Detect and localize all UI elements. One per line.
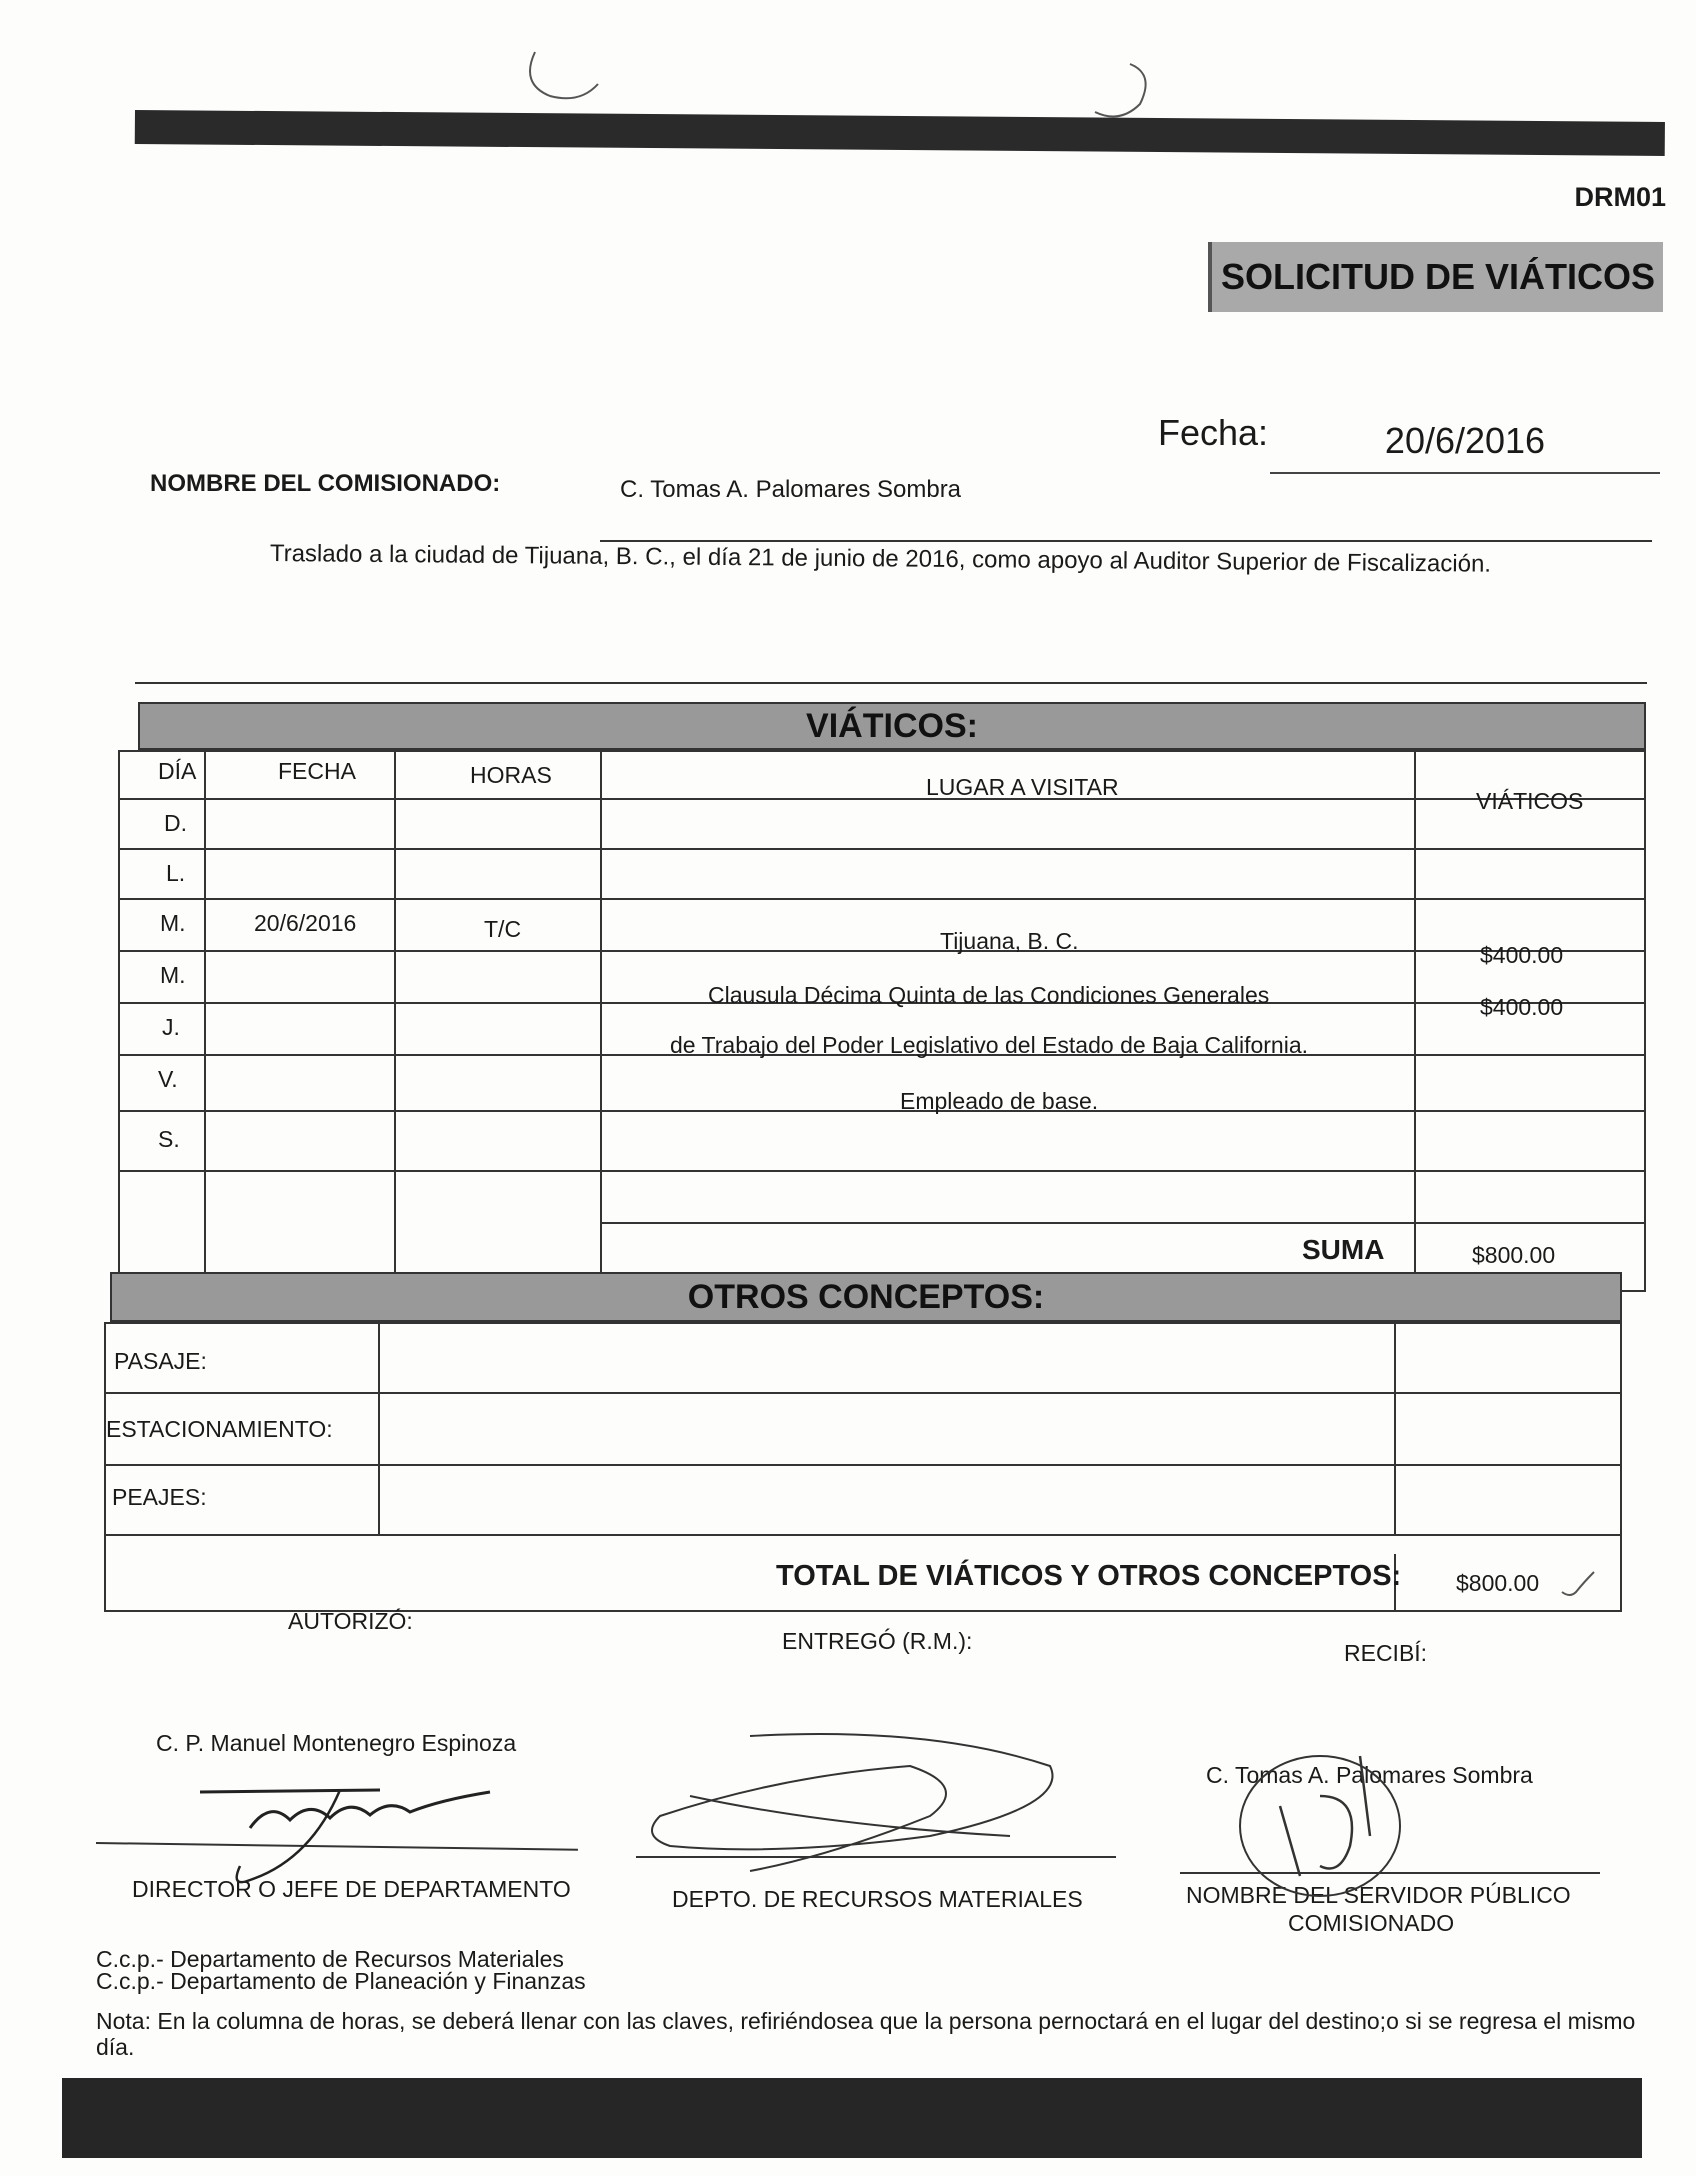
autorizo-label: AUTORIZÓ: — [288, 1608, 413, 1634]
comisionado-label: NOMBRE DEL COMISIONADO: — [150, 470, 501, 497]
comisionado-value: C. Tomas A. Palomares Sombra — [620, 476, 962, 503]
col-dia: DÍA — [158, 758, 197, 784]
row-dia: S. — [158, 1126, 180, 1152]
viaticos-header — [138, 702, 1646, 750]
ccp-item: C.c.p.- Departamento de Planeación y Finanzas — [96, 1968, 586, 1994]
col-fecha: FECHA — [278, 758, 356, 784]
total-label: TOTAL DE VIÁTICOS Y OTROS CONCEPTOS: — [776, 1560, 1402, 1592]
viaticos-title: VIÁTICOS: — [806, 706, 978, 745]
section-rule — [135, 682, 1647, 684]
row-lugar: Clausula Décima Quinta de las Condiciones Generales — [708, 982, 1270, 1008]
row-dia: V. — [158, 1066, 178, 1092]
otros-title: OTROS CONCEPTOS: — [687, 1277, 1045, 1316]
total-value: $800.00 — [1456, 1570, 1540, 1596]
row-dia: J. — [162, 1014, 180, 1040]
ccp-list — [96, 1948, 586, 1992]
recibi-role: NOMBRE DEL SERVIDOR PÚBLICO — [1186, 1882, 1571, 1908]
row-horas: T/C — [484, 916, 522, 942]
traslado-text: Traslado a la ciudad de Tijuana, B. C., el día 21 de junio de 2016, como apoyo al Auditor Superior de Fiscalización. — [269, 540, 1492, 578]
scan-mark — [520, 44, 610, 104]
col-lugar: LUGAR A VISITAR — [926, 774, 1119, 800]
col-horas: HORAS — [470, 762, 552, 788]
peajes-label: PEAJES: — [112, 1484, 207, 1510]
ccp-item: C.c.p.- Departamento de Recursos Materiales — [96, 1946, 564, 1972]
entrego-role: DEPTO. DE RECURSOS MATERIALES — [672, 1886, 1083, 1912]
page-title: SOLICITUD DE VIÁTICOS — [1220, 256, 1655, 297]
autorizo-name: C. P. Manuel Montenegro Espinoza — [156, 1730, 517, 1756]
nota-text: Nota: En la columna de horas, se deberá llenar con las claves, refiriéndosea que la persona pernoctará en el lugar del destino;o si se regresa el mismo día. — [96, 2008, 1636, 2060]
row-lugar: de Trabajo del Poder Legislativo del Estado de Baja California. — [670, 1032, 1309, 1058]
row-dia: M. — [160, 962, 186, 988]
fecha-value: 20/6/2016 — [1270, 420, 1660, 474]
scan-mark — [1080, 54, 1170, 124]
row-dia: D. — [164, 810, 187, 836]
fecha-label: Fecha: — [1158, 412, 1269, 453]
autorizo-role: DIRECTOR O JEFE DE DEPARTAMENTO — [132, 1876, 571, 1902]
row-viaticos: $400.00 — [1480, 994, 1564, 1020]
col-viaticos: VIÁTICOS — [1476, 788, 1584, 814]
row-lugar: Tijuana, B. C. — [940, 928, 1079, 954]
signature-entrego — [630, 1726, 1070, 1876]
title-box — [1208, 242, 1663, 312]
estacionamiento-label: ESTACIONAMIENTO: — [106, 1416, 333, 1442]
row-fecha: 20/6/2016 — [254, 910, 357, 936]
pasaje-label: PASAJE: — [114, 1348, 207, 1374]
row-dia: L. — [166, 860, 186, 886]
signature-recibi — [1220, 1736, 1420, 1906]
otros-table — [104, 1322, 1622, 1612]
recibi-label: RECIBÍ: — [1344, 1640, 1428, 1666]
recibi-name: C. Tomas A. Palomares Sombra — [1206, 1762, 1533, 1788]
otros-header — [110, 1272, 1622, 1322]
suma-value: $800.00 — [1472, 1242, 1556, 1268]
entrego-label: ENTREGÓ (R.M.): — [782, 1628, 973, 1654]
form-code: DRM01 — [1574, 182, 1666, 212]
viaticos-table — [118, 750, 1646, 1292]
comisionado-line — [600, 540, 1652, 542]
row-viaticos: $400.00 — [1480, 942, 1564, 968]
checkmark-icon — [1558, 1568, 1598, 1600]
row-dia: M. — [160, 910, 186, 936]
suma-label: SUMA — [1302, 1234, 1385, 1265]
row-lugar: Empleado de base. — [900, 1088, 1099, 1114]
recibi-role-2: COMISIONADO — [1288, 1910, 1455, 1936]
bottom-bar — [62, 2078, 1642, 2158]
signature-autorizo — [190, 1770, 550, 1900]
top-bar — [135, 110, 1665, 156]
